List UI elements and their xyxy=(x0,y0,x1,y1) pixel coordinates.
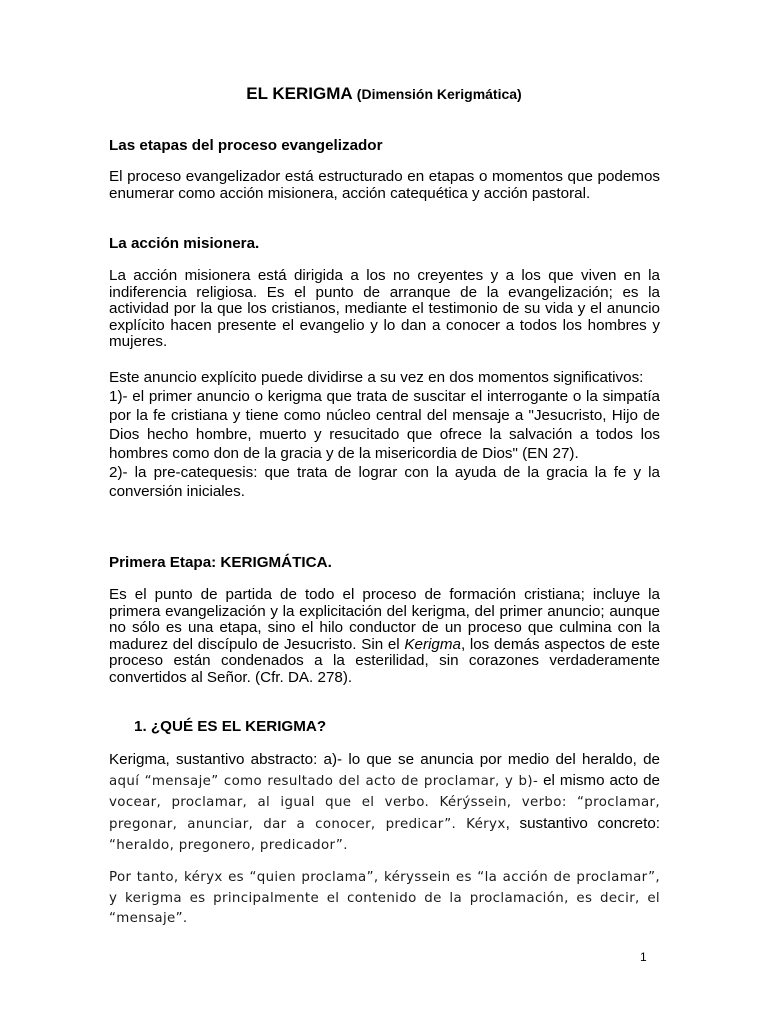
primera-etapa-text-a: Es el punto de partida de todo el proceso de formación cristiana; incluye la primera evangelización y la explicitación del kerigma, del primer anuncio; aunque no sólo es una etapa, sino el hilo conductor de un proceso que culmina con la madurez del discípulo de Jesucristo. Sin el xyxy=(109,586,660,653)
title-main: EL KERIGMA xyxy=(246,84,353,103)
section-heading-que-es-kerigma: 1. ¿QUÉ ES EL KERIGMA? xyxy=(134,718,327,735)
kerigma-def-e: , sustantivo concreto: xyxy=(505,814,660,832)
paragraph-anuncio xyxy=(109,368,660,501)
section-heading-etapas: Las etapas del proceso evangelizador xyxy=(109,137,383,154)
kerigma-def-a: Kerigma, sustantivo abstracto: a)- lo que se anuncia por medio del heraldo, de xyxy=(109,751,660,768)
kerigma-emphasis: Kerigma xyxy=(404,635,461,653)
anuncio-item-1: 1)- el primer anuncio o kerigma que trata de suscitar el interrogante o la simpatía por la fe cristiana y tiene como núcleo central del mensaje a "Jesucristo, Hijo de Dios hecho hombre, muerto y resucitado que ofrece la salvación a todos los hombres como don de la gracia y de la misericordia de Dios" (EN 27). xyxy=(109,388,660,462)
paragraph-proceso: El proceso evangelizador está estructurado en etapas o momentos que podemos enumerar como acción misionera, acción catequética y acción pastoral. xyxy=(109,168,660,202)
title-subtitle: (Dimensión Kerigmática) xyxy=(356,86,522,102)
paragraph-kerigma-definicion xyxy=(109,750,660,857)
paragraph-kerigma-conclusion: Por tanto, kéryx es “quien proclama”, kéryssein es “la acción de proclamar”, y kerigma es principalmente el contenido de la proclamación, es decir, el “mensaje”. xyxy=(109,870,660,926)
kerigma-def-b: aquí “mensaje” como resultado del acto de proclamar, y b)- xyxy=(109,773,539,789)
section-heading-primera-etapa: Primera Etapa: KERIGMÁTICA. xyxy=(109,554,332,571)
page-number: 1 xyxy=(640,950,647,964)
anuncio-intro: Este anuncio explícito puede dividirse a su vez en dos momentos significativos: xyxy=(109,369,644,386)
paragraph-primera-etapa xyxy=(109,587,660,687)
primera-etapa-text-b: , los demás aspectos de este proceso están condenados a la esterilidad, sin corazones verdaderamente convertidos al Señor. (Cfr. DA. 278). xyxy=(109,635,660,686)
section-heading-accion-misionera: La acción misionera. xyxy=(109,235,260,252)
paragraph-accion-misionera: La acción misionera está dirigida a los no creyentes y a los que viven en la indiferencia religiosa. Es el punto de arranque de la evangelización; es la actividad por la que los cristianos, mediante el testimonio de su vida y el anuncio explícito hacen presente el evangelio y lo dan a conocer a todos los hombres y mujeres. xyxy=(109,267,660,351)
kerigma-def-f: “heraldo, pregonero, predicador”. xyxy=(109,838,348,853)
kerigma-def-d: vocear, proclamar, al igual que el verbo. Kérýssein, verbo: “proclamar, pregonar, anunciar, dar a conocer, predicar”. Kéryx xyxy=(109,795,660,832)
kerigma-def-c: el mismo acto de xyxy=(538,771,660,789)
anuncio-item-2: 2)- la pre-catequesis: que trata de lograr con la ayuda de la gracia la fe y la conversión iniciales. xyxy=(109,464,660,500)
page-title xyxy=(0,84,768,104)
